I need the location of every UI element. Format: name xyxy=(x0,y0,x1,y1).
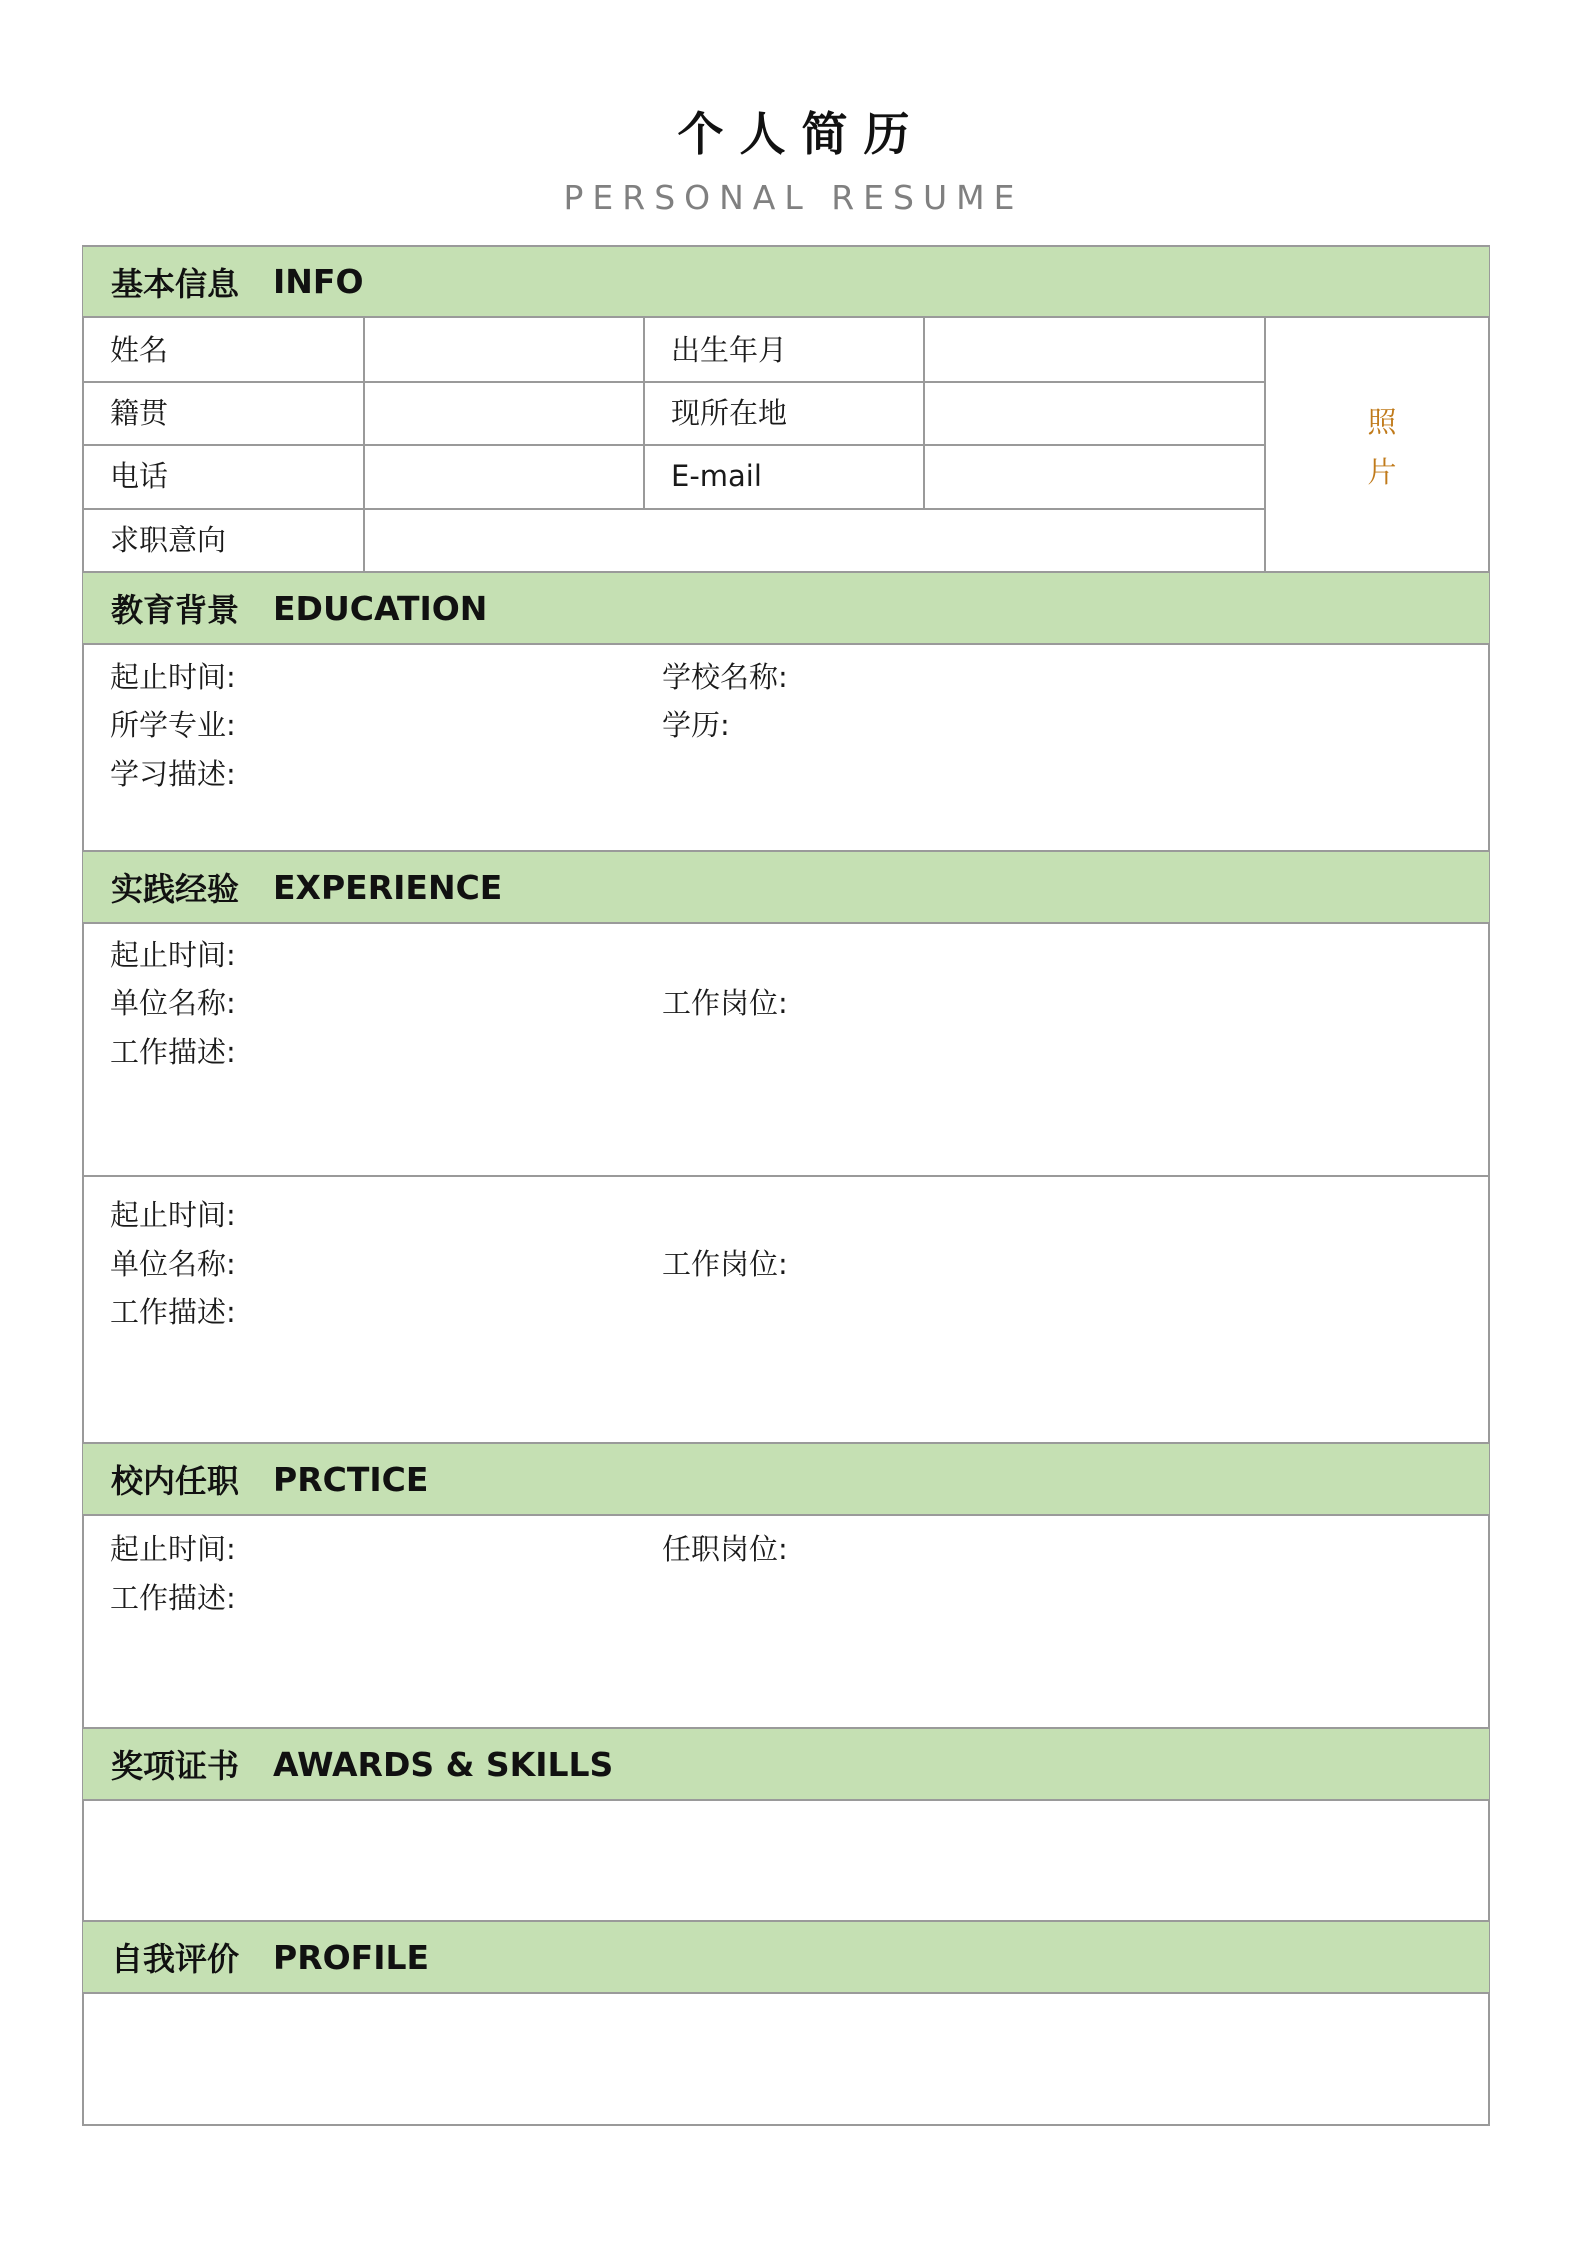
intent-label: 求职意向 xyxy=(110,523,227,557)
birth-value-cell[interactable] xyxy=(926,320,1263,380)
exp-period-label: 起止时间: xyxy=(110,1198,236,1232)
experience-entry-2[interactable] xyxy=(84,1178,1488,1442)
campus-position-label: 任职岗位: xyxy=(662,1532,788,1566)
exp-desc-label: 工作描述: xyxy=(110,1295,236,1329)
section-title-cn: 实践经验 xyxy=(111,870,240,908)
section-header-education xyxy=(83,571,1489,645)
exp-desc-label: 工作描述: xyxy=(110,1035,236,1069)
section-header-campus xyxy=(83,1442,1489,1516)
campus-period-label: 起止时间: xyxy=(110,1532,236,1566)
edu-period-label: 起止时间: xyxy=(110,660,236,694)
origin-label: 籍贯 xyxy=(110,396,169,430)
origin-value-cell[interactable] xyxy=(366,384,642,443)
profile-content-area[interactable] xyxy=(84,1996,1488,2124)
section-title-en: PRCTICE xyxy=(273,1459,429,1499)
grid-line xyxy=(1264,318,1266,572)
edu-school-label: 学校名称: xyxy=(662,660,788,694)
section-header-profile xyxy=(83,1920,1489,1994)
email-value-cell[interactable] xyxy=(926,447,1263,507)
email-label: E-mail xyxy=(671,459,762,493)
grid-line xyxy=(83,508,1266,510)
name-value-cell[interactable] xyxy=(366,320,642,380)
section-title-cn: 教育背景 xyxy=(111,591,240,629)
name-label: 姓名 xyxy=(110,333,169,367)
section-title-cn: 基本信息 xyxy=(111,264,240,303)
phone-label: 电话 xyxy=(110,459,169,493)
experience-entry-1[interactable] xyxy=(84,926,1488,1174)
section-title-cn: 自我评价 xyxy=(111,1940,240,1978)
section-header-experience xyxy=(83,850,1489,924)
page-subtitle: PERSONAL RESUME xyxy=(563,178,1024,217)
intent-value-cell[interactable] xyxy=(366,511,1263,571)
exp-company-label: 单位名称: xyxy=(110,986,236,1020)
section-title-cn: 校内任职 xyxy=(111,1462,240,1500)
entry-divider xyxy=(83,1175,1489,1177)
education-content-area[interactable] xyxy=(84,647,1488,849)
section-title-en: AWARDS & SKILLS xyxy=(273,1744,614,1784)
edu-degree-label: 学历: xyxy=(662,708,730,742)
page-title: 个 人 简 历 xyxy=(677,107,910,161)
photo-label-line2: 片 xyxy=(1367,455,1397,489)
exp-position-label: 工作岗位: xyxy=(662,1247,788,1281)
grid-line xyxy=(923,318,925,508)
section-title-en: EXPERIENCE xyxy=(273,867,503,907)
campus-desc-label: 工作描述: xyxy=(110,1581,236,1615)
grid-line xyxy=(83,381,1266,383)
section-title-en: EDUCATION xyxy=(273,588,488,628)
section-header-info xyxy=(83,245,1489,318)
edu-major-label: 所学专业: xyxy=(110,708,236,742)
exp-period-label: 起止时间: xyxy=(110,938,236,972)
grid-line xyxy=(363,318,365,572)
photo-label-line1: 照 xyxy=(1367,405,1397,439)
campus-content-area[interactable] xyxy=(84,1518,1488,1727)
location-label: 现所在地 xyxy=(671,396,788,430)
section-title-en: PROFILE xyxy=(273,1937,430,1977)
grid-line xyxy=(643,318,645,508)
phone-value-cell[interactable] xyxy=(366,447,642,507)
exp-company-label: 单位名称: xyxy=(110,1247,236,1281)
birth-label: 出生年月 xyxy=(671,333,788,367)
exp-position-label: 工作岗位: xyxy=(662,986,788,1020)
edu-desc-label: 学习描述: xyxy=(110,757,236,791)
grid-line xyxy=(83,444,1266,446)
section-title-en: INFO xyxy=(273,262,364,301)
section-title-cn: 奖项证书 xyxy=(111,1747,240,1785)
section-header-awards xyxy=(83,1727,1489,1801)
location-value-cell[interactable] xyxy=(926,384,1263,443)
awards-content-area[interactable] xyxy=(84,1803,1488,1919)
